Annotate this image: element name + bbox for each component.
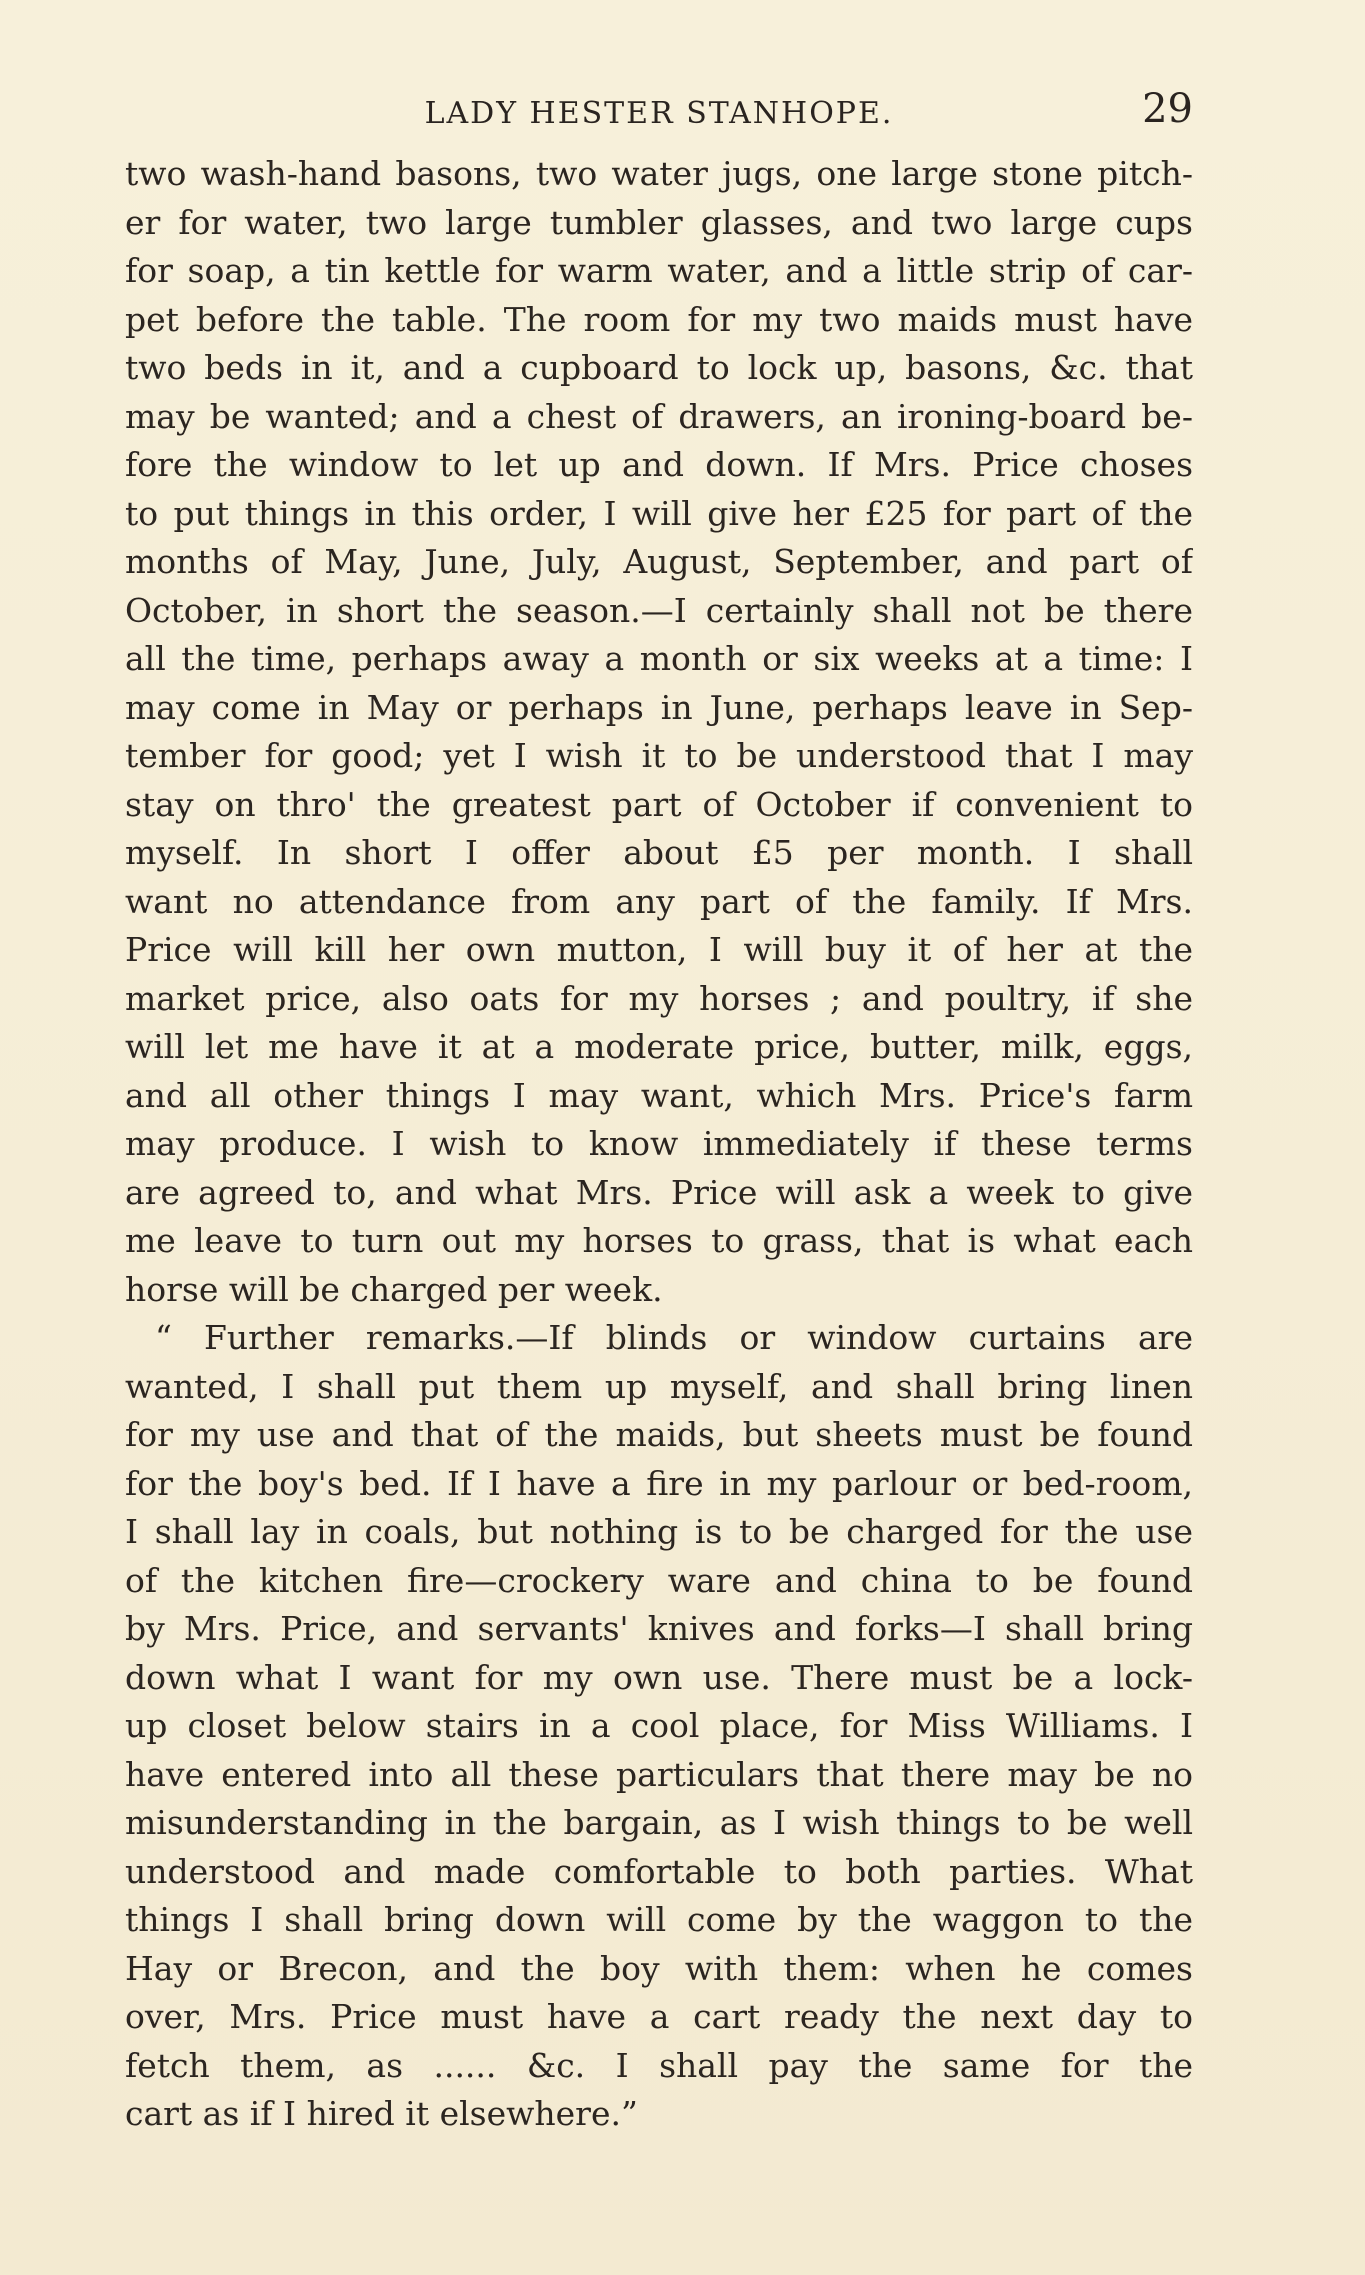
paragraph-end-line: cart as if I hired it elsewhere.” xyxy=(125,2094,638,2133)
text-line: pet before the table. The room for my two maids must have xyxy=(125,299,1193,339)
text-line: stay on thro' the greatest part of October if convenient to xyxy=(125,784,1193,824)
text-line: will let me have it at a moderate price, butter, milk, eggs, xyxy=(125,1027,1193,1066)
page-number: 29 xyxy=(1142,86,1193,132)
text-line: for soap, a tin kettle for warm water, and a little strip of car- xyxy=(125,251,1193,290)
text-line: I shall lay in coals, but nothing is to be charged for the use xyxy=(125,1512,1193,1551)
text-line: have entered into all these particulars that there may be no xyxy=(125,1754,1193,1794)
text-line: all the time, perhaps away a month or six weeks at a time: I xyxy=(125,639,1193,678)
text-line: want no attendance from any part of the family. If Mrs. xyxy=(125,881,1193,921)
text-line: to put things in this order, I will give her £25 for part of the xyxy=(125,493,1193,533)
running-head xyxy=(125,86,1193,136)
text-line: wanted, I shall put them up myself, and shall bring linen xyxy=(125,1366,1193,1406)
paragraph-end-line: horse will be charged per week. xyxy=(125,1269,663,1309)
text-line: misunderstanding in the bargain, as I wish things to be well xyxy=(125,1803,1193,1842)
text-line: two beds in it, and a cupboard to lock up, basons, &c. that xyxy=(125,348,1193,387)
text-line: myself. In short I offer about £5 per month. I shall xyxy=(125,833,1193,872)
paragraph-start-line: “ Further remarks.—If blinds or window curtains are xyxy=(155,1318,1193,1357)
text-line: fore the window to let up and down. If Mrs. Price choses xyxy=(125,445,1193,484)
text-line: market price, also oats for my horses ; and poultry, if she xyxy=(125,978,1193,1018)
text-line: over, Mrs. Price must have a cart ready the next day to xyxy=(125,1997,1193,2036)
text-line: October, in short the season.—I certainly shall not be there xyxy=(125,590,1193,630)
body-text xyxy=(125,150,1193,2139)
text-line: of the kitchen fire—crockery ware and china to be found xyxy=(125,1560,1193,1600)
text-line: two wash-hand basons, two water jugs, one large stone pitch- xyxy=(125,154,1193,193)
text-line: tember for good; yet I wish it to be understood that I may xyxy=(125,736,1193,775)
text-line: Hay or Brecon, and the boy with them: when he comes xyxy=(125,1948,1193,1988)
text-line: things I shall bring down will come by the waggon to the xyxy=(125,1900,1193,1939)
text-line: may come in May or perhaps in June, perhaps leave in Sep- xyxy=(125,687,1193,727)
text-line: understood and made comfortable to both parties. What xyxy=(125,1851,1193,1891)
text-line: Price will kill her own mutton, I will buy it of her at the xyxy=(125,930,1193,969)
text-line: for the boy's bed. If I have a fire in my parlour or bed-room, xyxy=(125,1463,1193,1503)
text-line: down what I want for my own use. There must be a lock- xyxy=(125,1657,1193,1697)
text-line: me leave to turn out my horses to grass, that is what each xyxy=(125,1221,1193,1260)
text-line: for my use and that of the maids, but sheets must be found xyxy=(125,1415,1193,1454)
text-line: and all other things I may want, which Mrs. Price's farm xyxy=(125,1075,1193,1115)
text-line: by Mrs. Price, and servants' knives and forks—I shall bring xyxy=(125,1609,1193,1648)
text-line: may produce. I wish to know immediately if these terms xyxy=(125,1124,1193,1163)
text-line: up closet below stairs in a cool place, for Miss Williams. I xyxy=(125,1706,1193,1745)
text-line: er for water, two large tumbler glasses, and two large cups xyxy=(125,202,1193,242)
text-line: may be wanted; and a chest of drawers, an ironing-board be- xyxy=(125,396,1193,436)
text-line: months of May, June, July, August, September, and part of xyxy=(125,542,1193,581)
running-title: LADY HESTER STANHOPE. xyxy=(424,96,894,131)
text-line: are agreed to, and what Mrs. Price will ask a week to give xyxy=(125,1172,1193,1212)
text-line: fetch them, as ...... &c. I shall pay the same for the xyxy=(125,2045,1193,2085)
